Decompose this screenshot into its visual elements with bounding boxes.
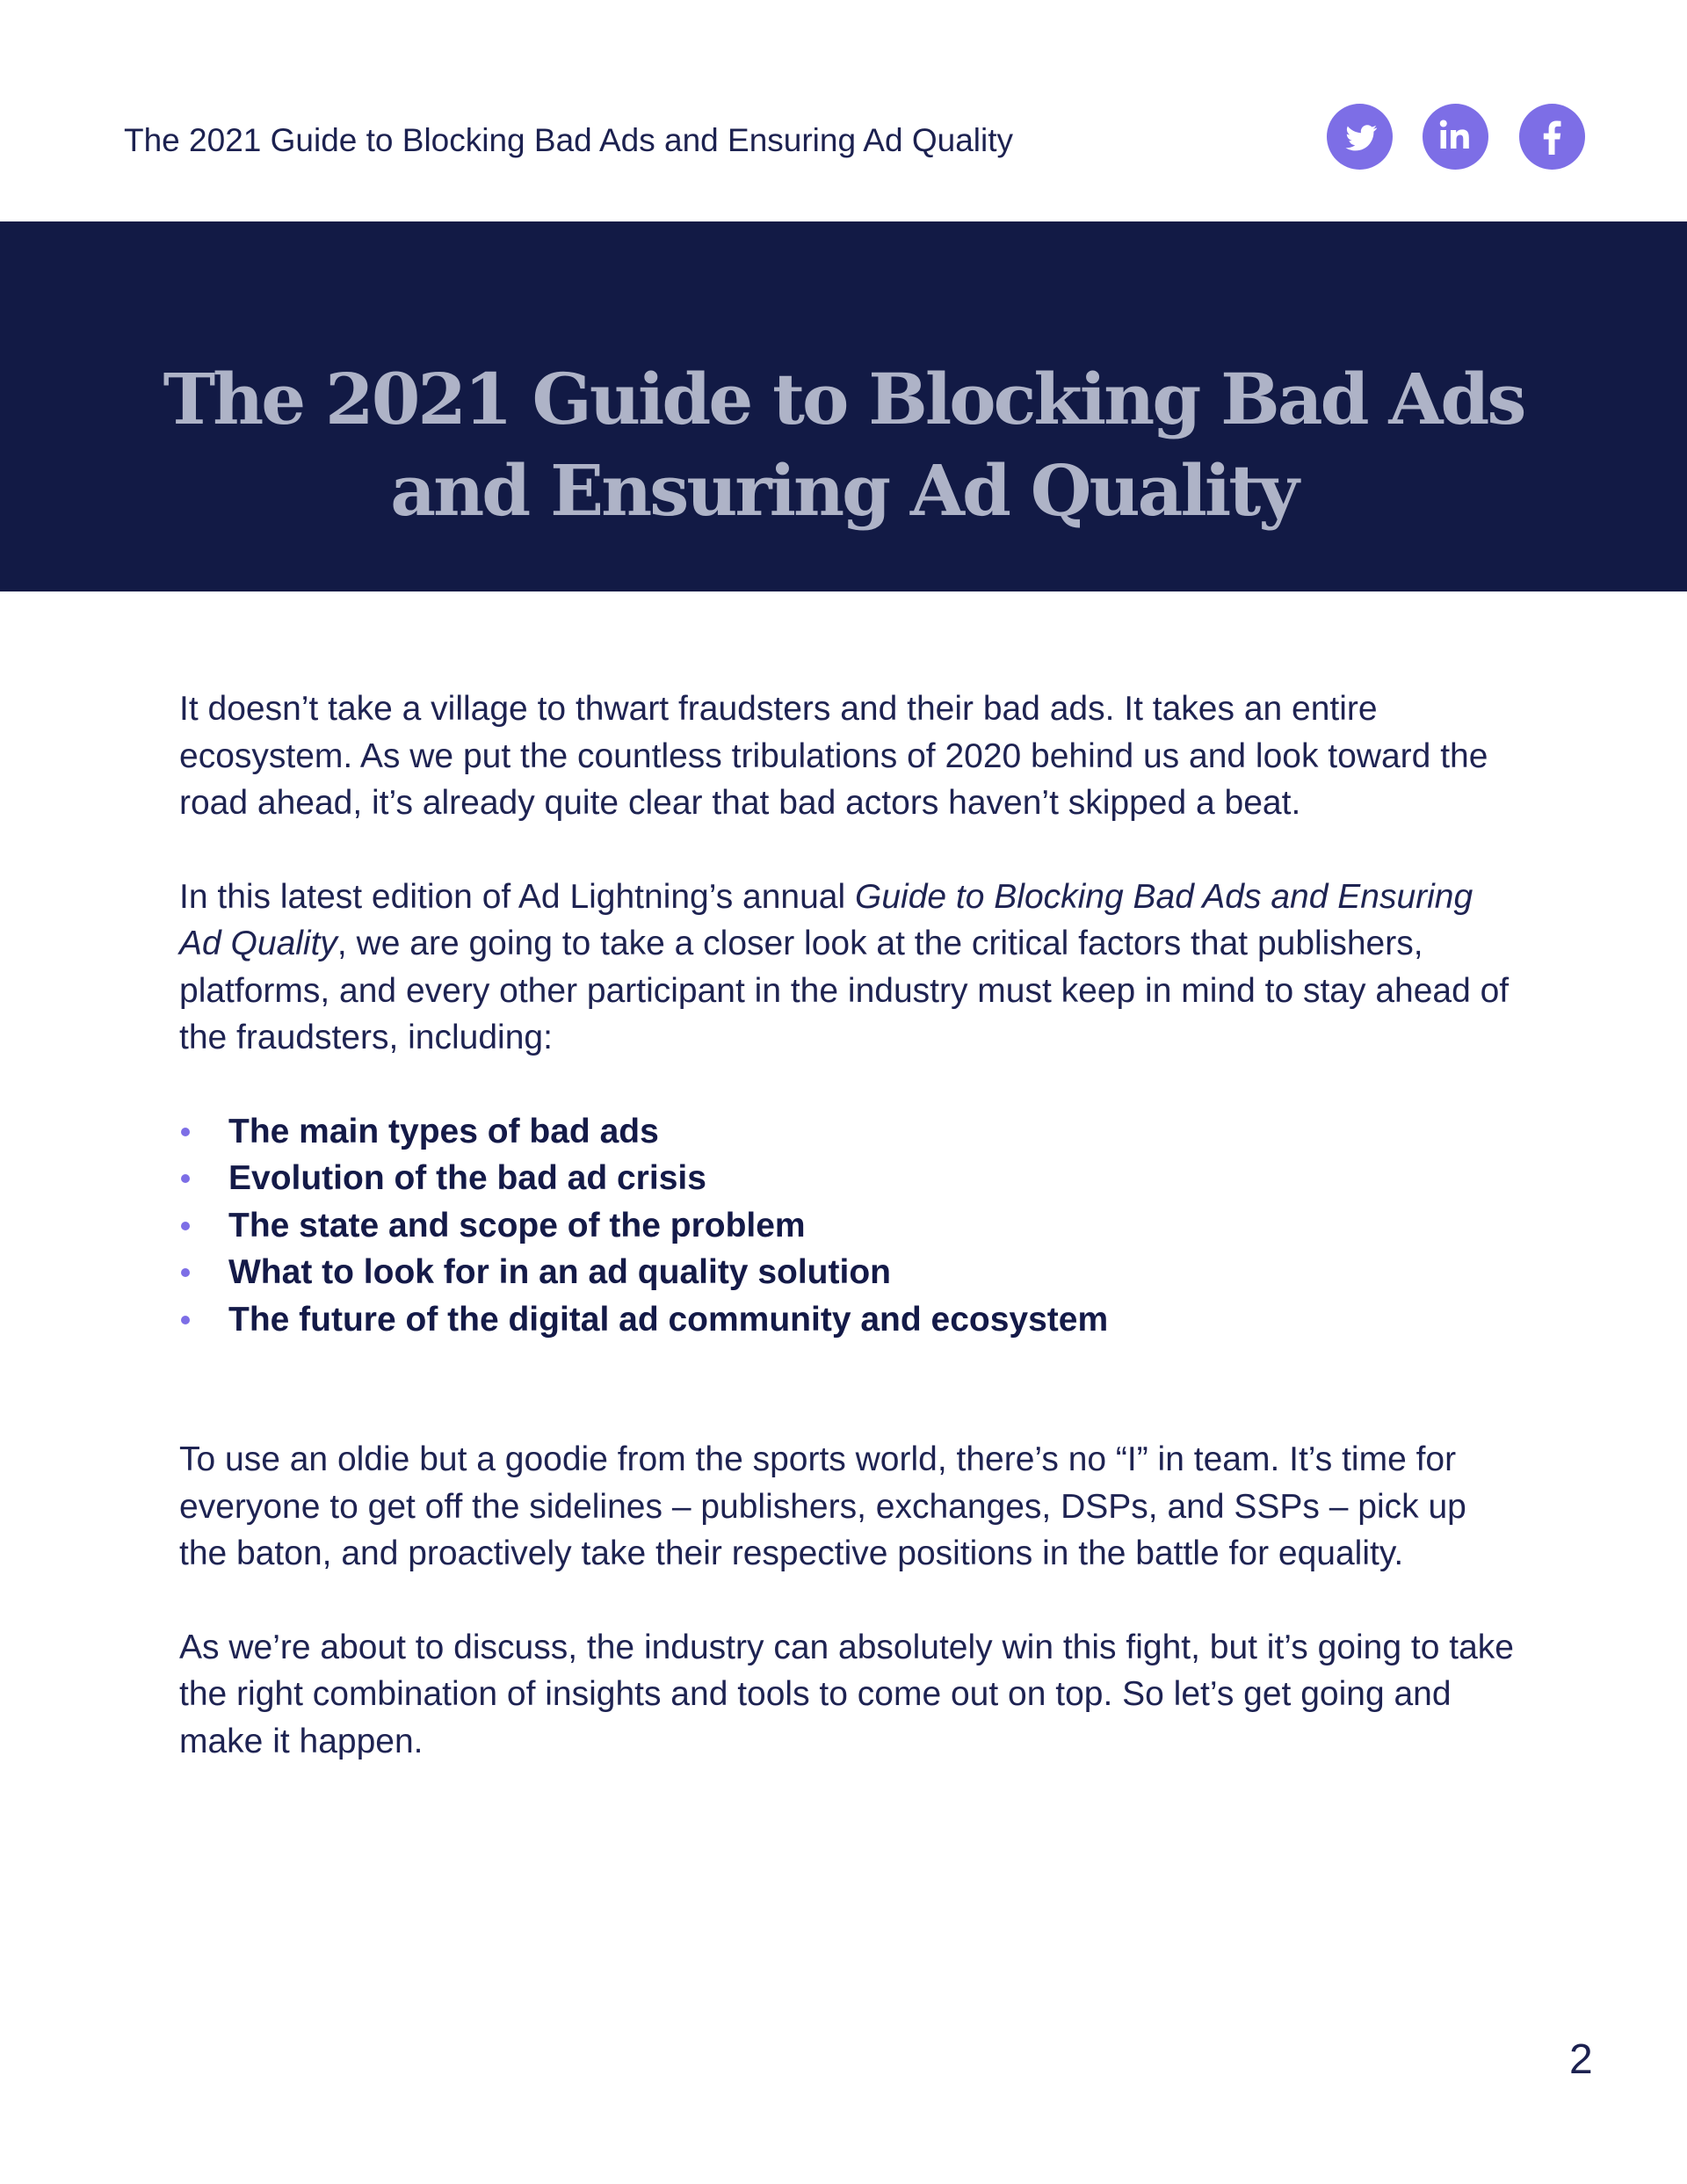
list-item-label: Evolution of the bad ad crisis (228, 1159, 706, 1197)
bullet-dot-icon (181, 1268, 190, 1277)
edition-paragraph-intro: In this latest edition of Ad Lightning’s annual (179, 877, 855, 916)
page-header (0, 0, 1687, 220)
list-item (179, 1202, 1515, 1250)
topics-list (179, 1108, 1515, 1344)
bullet-dot-icon (181, 1222, 190, 1230)
team-paragraph: To use an oldie but a goodie from the sports world, there’s no “I” in team. It’s time for everyone to get off the sidelines – publishers, exchanges, DSPs, and SSPs – pick up the baton, and proactively take their respective positions in the battle for equality. (179, 1440, 1466, 1572)
facebook-icon (1519, 104, 1585, 170)
list-item-label: The future of the digital ad community and ecosystem (228, 1300, 1109, 1339)
document-title-line-1: The 2021 Guide to Blocking Bad Ads (163, 357, 1524, 440)
list-item (179, 1249, 1515, 1296)
list-item (179, 1296, 1515, 1344)
linkedin-share-button[interactable] (1423, 104, 1488, 170)
facebook-share-button[interactable] (1519, 104, 1585, 170)
edition-paragraph (179, 874, 1515, 1062)
bullet-dot-icon (181, 1174, 190, 1183)
list-item-label: The main types of bad ads (228, 1112, 659, 1150)
document-title-line-2: and Ensuring Ad Quality (390, 448, 1297, 532)
list-item-label: What to look for in an ad quality solution (228, 1253, 891, 1291)
twitter-share-button[interactable] (1327, 104, 1393, 170)
intro-paragraph: It doesn’t take a village to thwart fraudsters and their bad ads. It takes an entire ecosystem. As we put the countless tribulations of 2020 behind us and look toward the road ahead, it’s already quite clear that bad actors haven’t skipped a beat. (179, 690, 1488, 822)
title-banner (0, 221, 1687, 591)
body-content (179, 686, 1515, 1811)
list-item (179, 1155, 1515, 1202)
twitter-icon (1327, 104, 1393, 170)
guide-title-italic: Guide to Blocking Bad Ads and Ensuring Ad Quality (179, 877, 1473, 962)
edition-paragraph-rest: , we are going to take a closer look at the critical factors that publishers, platforms, and every other participant in the industry must keep in mind to stay ahead of the fraudsters, including: (179, 925, 1510, 1056)
header-title: The 2021 Guide to Blocking Bad Ads and Ensuring Ad Quality (124, 122, 1013, 158)
document-title (0, 353, 1687, 536)
closing-paragraph: As we’re about to discuss, the industry can absolutely win this fight, but it’s going to take the right combination of insights and tools to come out on top. So let’s get going and make it happen. (179, 1628, 1514, 1760)
linkedin-icon (1423, 104, 1488, 170)
bullet-dot-icon (181, 1128, 190, 1136)
list-item (179, 1108, 1515, 1156)
list-item-label: The state and scope of the problem (228, 1206, 806, 1244)
page-number: 2 (1569, 2036, 1593, 2083)
bullet-dot-icon (181, 1316, 190, 1324)
